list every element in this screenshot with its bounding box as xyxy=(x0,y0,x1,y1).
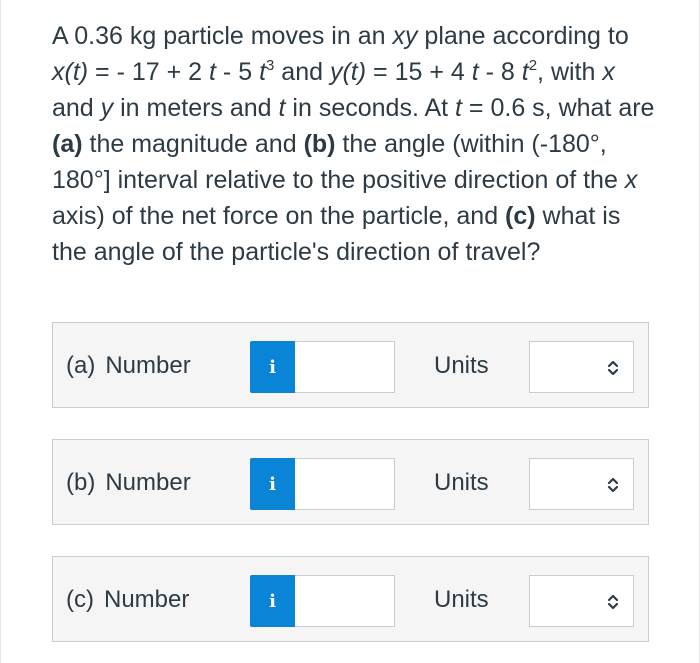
q-x-of-t: x(t) xyxy=(52,58,89,86)
q-b-text: the angle (within (-180°, 180°] interval relative to the positive direction of the xyxy=(52,130,625,194)
part-label xyxy=(66,468,191,498)
q-part-b: (b) xyxy=(303,130,336,158)
updown-chevron-icon xyxy=(607,359,619,377)
part-letter: (c) xyxy=(66,586,94,613)
q-exponent: 2 xyxy=(528,57,538,74)
number-input-a[interactable] xyxy=(295,341,395,393)
q-x-eq: = - 17 + 2 xyxy=(88,58,210,86)
units-select-b[interactable] xyxy=(529,458,634,510)
answer-row-c xyxy=(52,556,649,642)
info-icon-glyph: i xyxy=(269,356,276,378)
q-exponent: 3 xyxy=(266,57,275,74)
info-icon-glyph: i xyxy=(269,473,276,495)
q-and: and xyxy=(52,94,101,122)
units-select-c[interactable] xyxy=(529,575,634,627)
q-t: t xyxy=(471,58,479,86)
q-c-text: what is the angle of the particle's direction of travel? xyxy=(52,202,621,266)
updown-chevron-icon xyxy=(607,476,619,494)
q-a-text: the magnitude and xyxy=(82,130,304,158)
info-icon[interactable] xyxy=(250,341,295,393)
q-axis-text: axis) of the net force on the particle, and xyxy=(52,202,506,230)
q-t: t xyxy=(209,58,216,86)
updown-chevron-icon xyxy=(607,593,619,611)
part-label xyxy=(66,351,191,381)
units-label: Units xyxy=(434,469,489,496)
part-label xyxy=(66,585,189,615)
q-x: x xyxy=(624,166,638,194)
q-y-eq: = 15 + 4 xyxy=(366,58,472,86)
q-with: , with xyxy=(537,58,603,86)
info-icon[interactable] xyxy=(250,575,295,627)
answer-row-a xyxy=(52,322,649,408)
number-label: Number xyxy=(103,586,190,613)
part-letter: (a) xyxy=(66,352,96,379)
q-part-c: (c) xyxy=(505,202,536,230)
units-label: Units xyxy=(434,586,489,613)
number-label: Number xyxy=(105,469,191,496)
q-part-a: (a) xyxy=(52,130,83,158)
q-xy: xy xyxy=(392,22,418,50)
q-t: t xyxy=(521,58,529,86)
question-text xyxy=(52,18,662,270)
question-paragraph xyxy=(52,18,662,270)
units-label: Units xyxy=(434,352,489,379)
q-t: t xyxy=(455,94,462,122)
q-units-text: in meters and xyxy=(113,94,279,122)
q-seconds: in seconds. At xyxy=(285,94,456,122)
number-label: Number xyxy=(105,352,191,379)
info-icon[interactable] xyxy=(250,458,295,510)
q-x-eq2: - 5 xyxy=(215,58,260,86)
q-t: t xyxy=(278,94,286,122)
q-intro: A 0.36 kg particle moves in an xyxy=(52,22,393,50)
number-input-b[interactable] xyxy=(295,458,395,510)
units-select-a[interactable] xyxy=(529,341,634,393)
q-plane: plane according to xyxy=(417,22,629,50)
q-x: x xyxy=(602,58,615,86)
part-letter: (b) xyxy=(66,469,96,496)
q-t: t xyxy=(259,58,267,86)
q-y-of-t: y(t) xyxy=(329,58,367,86)
number-input-c[interactable] xyxy=(295,575,395,627)
answer-row-b xyxy=(52,439,649,525)
q-and: and xyxy=(274,58,330,86)
q-time: = 0.6 s, what are xyxy=(461,94,655,122)
info-icon-glyph: i xyxy=(269,590,276,612)
q-y-eq2: - 8 xyxy=(478,58,522,86)
q-y: y xyxy=(100,94,114,122)
